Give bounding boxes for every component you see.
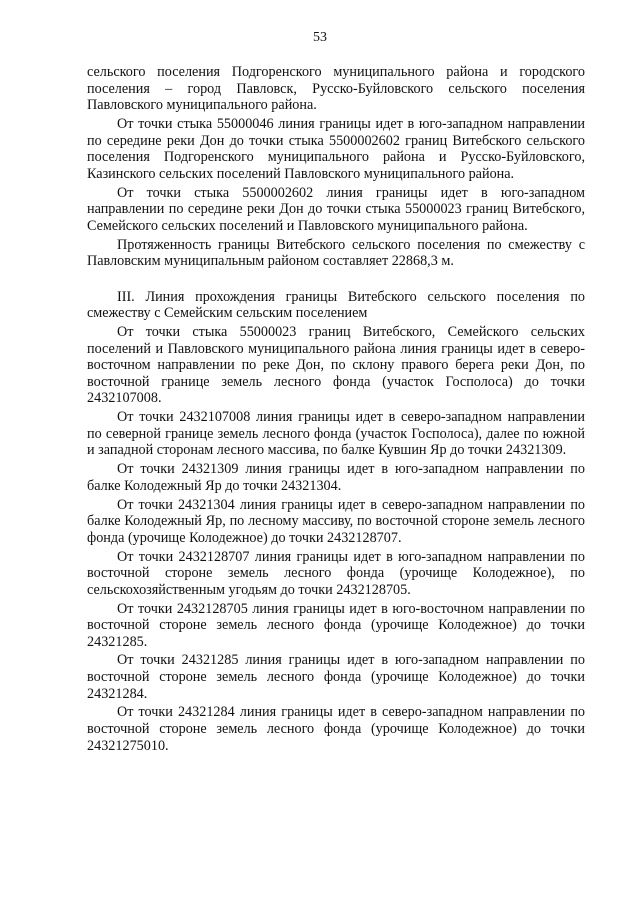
- paragraph: От точки стыка 55000046 линия границы идет в юго-западном направлении по середине реки Дон до точки стыка 5500002602 границ Витебского сельского поселения Подгоренского муниципального района и Русско-Буйловского, Казинского сельских поселений Павловского муниципального района.: [87, 115, 585, 182]
- paragraph-continuation: сельского поселения Подгоренского муниципального района и городского поселения – город Павловск, Русско-Буйловского сельского поселения Павловского муниципального района.: [87, 64, 585, 114]
- paragraph: От точки 2432128707 линия границы идет в юго-западном направлении по восточной стороне земель лесного фонда (урочище Колодежное), по сельскохозяйственным угодьям до точки 2432128705.: [87, 548, 585, 598]
- paragraph: От точки стыка 5500002602 линия границы идет в юго-западном направлении по середине реки Дон до точки стыка 55000023 границ Витебского, Семейского сельских поселений и Павловского муниципального района.: [87, 184, 585, 234]
- paragraph: От точки 24321309 линия границы идет в юго-западном направлении по балке Колодежный Яр до точки 24321304.: [87, 461, 585, 494]
- document-body: [87, 64, 585, 756]
- paragraph: От точки стыка 55000023 границ Витебского, Семейского сельских поселений и Павловского муниципального района линия границы идет в северо-восточном направлении по реке Дон, по склону правого берега реки Дон, по восточной границе земель лесного фонда (участок Госполоса) до точки 2432107008.: [87, 324, 585, 407]
- paragraph: Протяженность границы Витебского сельского поселения по смежеству с Павловским муниципальным районом составляет 22868,3 м.: [87, 236, 585, 270]
- paragraph: От точки 24321285 линия границы идет в юго-западном направлении по восточной стороне земель лесного фонда (урочище Колодежное) до точки 24321284.: [87, 652, 585, 702]
- paragraph: От точки 24321284 линия границы идет в северо-западном направлении по восточной стороне земель лесного фонда (урочище Колодежное) до точки 24321275010.: [87, 704, 585, 754]
- paragraph: От точки 2432107008 линия границы идет в северо-западном направлении по северной границе земель лесного фонда (участок Госполоса), далее по южной и западной сторонам лесного массива, по балке Кувшин Яр до точки 24321309.: [87, 409, 585, 459]
- paragraph: От точки 2432128705 линия границы идет в юго-восточном направлении по восточной стороне земель лесного фонда (урочище Колодежное) до точки 24321285.: [87, 600, 585, 650]
- paragraph: От точки 24321304 линия границы идет в северо-западном направлении по балке Колодежный Яр, по лесному массиву, по восточной стороне земель лесного фонда (урочище Колодежное) до точки 2432128707.: [87, 496, 585, 546]
- section-heading: III. Линия прохождения границы Витебского сельского поселения по смежеству с Семейским сельским поселением: [87, 288, 585, 322]
- page-number: 53: [313, 30, 327, 45]
